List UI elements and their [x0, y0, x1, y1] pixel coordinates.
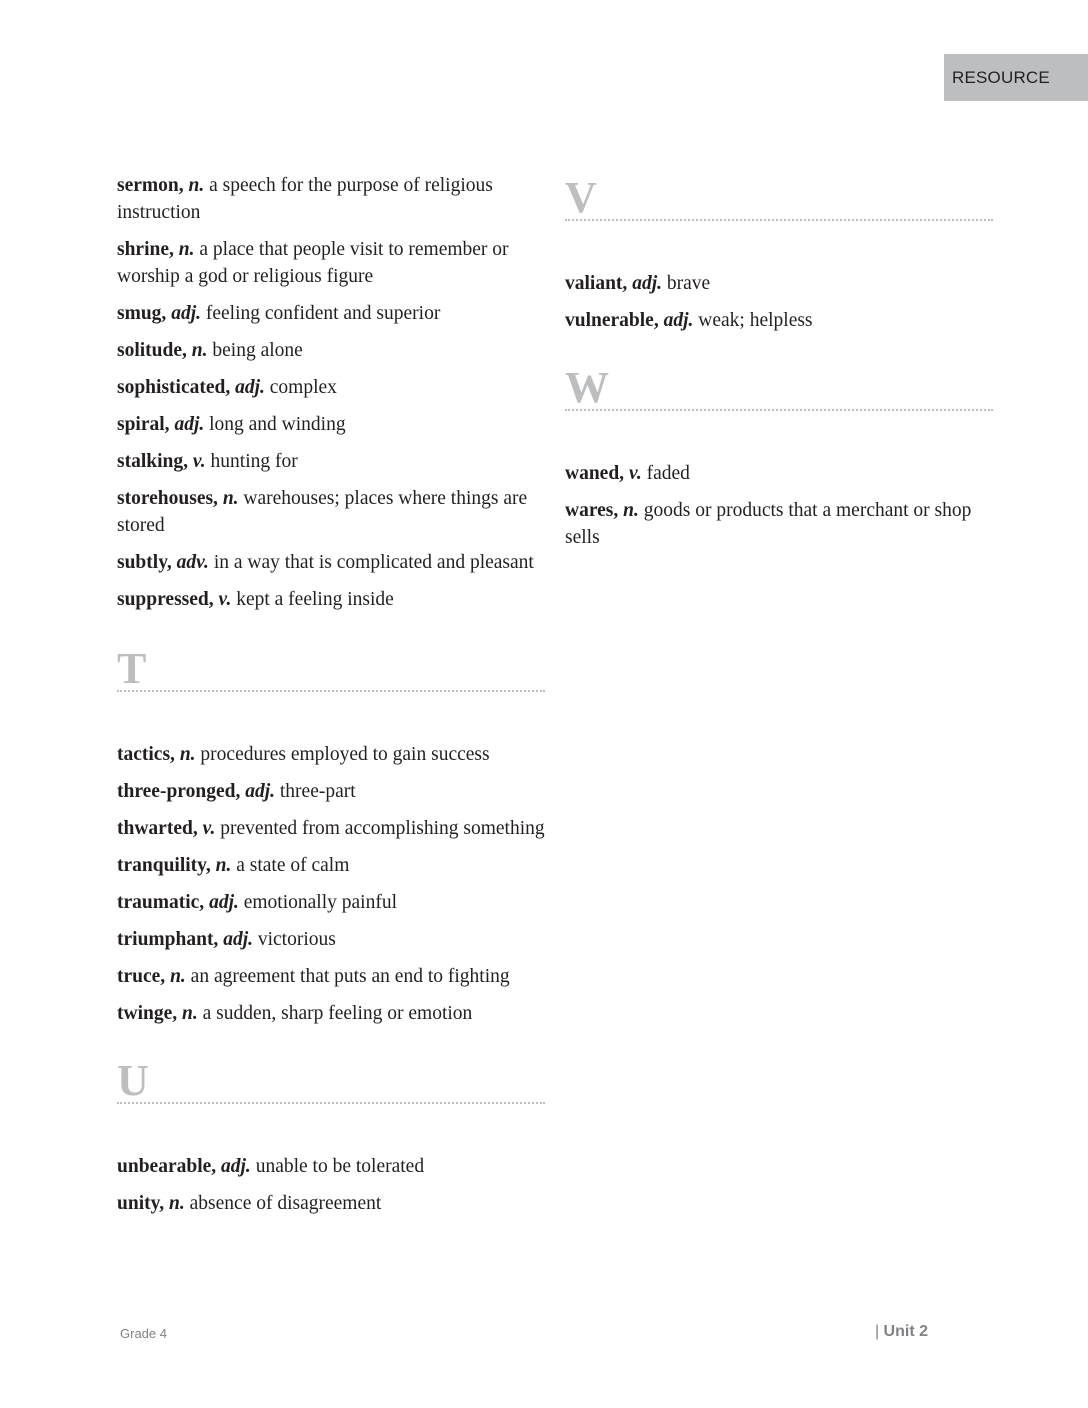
dotted-divider [565, 409, 993, 411]
glossary-entry [117, 926, 545, 953]
entry-word: solitude, [117, 340, 187, 361]
entry-definition: weak; helpless [698, 310, 813, 331]
entry-word: thwarted, [117, 818, 198, 839]
entry-part-of-speech: adj. [663, 310, 694, 331]
footer-separator: | [874, 1323, 880, 1340]
footer-unit-label: Unit 2 [883, 1323, 928, 1340]
glossary-entry [117, 374, 545, 401]
section-header-u [117, 1055, 545, 1143]
entry-word: wares, [565, 500, 619, 521]
entry-definition: emotionally painful [243, 892, 397, 913]
entry-definition: hunting for [210, 451, 298, 472]
entry-part-of-speech: n. [222, 488, 239, 509]
glossary-left-column [117, 172, 545, 1227]
entry-definition: three-part [279, 781, 356, 802]
glossary-entry [117, 778, 545, 805]
section-header-v [565, 172, 993, 260]
entry-word: twinge, [117, 1003, 178, 1024]
entry-part-of-speech: n. [188, 175, 205, 196]
entry-part-of-speech: adj. [171, 303, 201, 324]
entry-word: sermon, [117, 175, 184, 196]
glossary-entry [117, 485, 545, 539]
entry-word: spiral, [117, 414, 170, 435]
glossary-entry [565, 460, 993, 487]
entry-definition: absence of disagreement [189, 1193, 382, 1214]
entry-definition: being alone [212, 340, 303, 361]
glossary-entry [117, 963, 545, 990]
dotted-divider [117, 690, 545, 692]
glossary-entry [117, 1000, 545, 1027]
entry-part-of-speech: n. [179, 744, 196, 765]
entry-definition: a speech for the purpose of religious instruction [117, 175, 493, 223]
entry-word: stalking, [117, 451, 188, 472]
entry-definition: procedures employed to gain success [200, 744, 490, 765]
entry-word: truce, [117, 966, 166, 987]
entry-definition: an agreement that puts an end to fighting [190, 966, 510, 987]
entry-part-of-speech: n. [182, 1003, 198, 1024]
entry-word: storehouses, [117, 488, 218, 509]
entry-word: tranquility, [117, 855, 211, 876]
section-header-t [117, 643, 545, 731]
glossary-entry [117, 448, 545, 475]
entry-part-of-speech: adv. [176, 552, 209, 573]
glossary-entry [117, 337, 545, 364]
resource-tab: RESOURCE [944, 54, 1088, 101]
glossary-entry [565, 270, 993, 297]
entry-part-of-speech: n. [623, 500, 639, 521]
entry-definition: goods or products that a merchant or shop sells [565, 500, 972, 548]
t-entries [117, 741, 545, 1027]
section-letter: V [565, 173, 597, 222]
entry-word: waned, [565, 463, 625, 484]
glossary-entry [117, 1190, 545, 1217]
glossary-entry [117, 741, 545, 768]
entry-part-of-speech: n. [169, 1193, 185, 1214]
entry-part-of-speech: n. [170, 966, 186, 987]
entry-definition: faded [646, 463, 690, 484]
glossary-entry [117, 300, 545, 327]
entry-word: unity, [117, 1193, 165, 1214]
entry-part-of-speech: adj. [632, 273, 662, 294]
glossary-entry [117, 889, 545, 916]
entry-word: triumphant, [117, 929, 219, 950]
glossary-entry [117, 172, 545, 226]
entry-word: unbearable, [117, 1156, 217, 1177]
entry-word: sophisticated, [117, 377, 231, 398]
section-header-w [565, 362, 993, 450]
entry-word: tactics, [117, 744, 175, 765]
entry-word: subtly, [117, 552, 172, 573]
glossary-right-column [565, 172, 993, 561]
dotted-divider [117, 1102, 545, 1104]
entry-definition: a state of calm [236, 855, 350, 876]
glossary-entry [565, 497, 993, 551]
entry-part-of-speech: adj. [223, 929, 253, 950]
entry-definition: prevented from accomplishing something [220, 818, 545, 839]
glossary-entry [565, 307, 993, 334]
entry-word: suppressed, [117, 589, 214, 610]
entry-definition: victorious [257, 929, 336, 950]
glossary-entry [117, 1153, 545, 1180]
entry-word: traumatic, [117, 892, 205, 913]
entry-definition: a sudden, sharp feeling or emotion [202, 1003, 473, 1024]
entry-definition: complex [269, 377, 337, 398]
entry-part-of-speech: v. [218, 589, 232, 610]
entry-word: shrine, [117, 239, 174, 260]
footer-unit [875, 1323, 928, 1341]
footer-grade: Grade 4 [120, 1326, 167, 1341]
glossary-entry [117, 411, 545, 438]
glossary-entry [117, 815, 545, 842]
dotted-divider [565, 219, 993, 221]
entry-word: vulnerable, [565, 310, 659, 331]
entry-part-of-speech: adj. [174, 414, 205, 435]
glossary-entry [117, 586, 545, 613]
s-entries [117, 172, 545, 613]
entry-part-of-speech: n. [215, 855, 232, 876]
entry-definition: a place that people visit to remember or worship a god or religious figure [117, 239, 509, 287]
u-entries [117, 1153, 545, 1217]
entry-definition: unable to be tolerated [255, 1156, 425, 1177]
entry-part-of-speech: n. [178, 239, 195, 260]
entry-word: valiant, [565, 273, 628, 294]
glossary-entry [117, 852, 545, 879]
v-entries [565, 270, 993, 334]
glossary-entry [117, 236, 545, 290]
entry-part-of-speech: n. [191, 340, 208, 361]
section-letter: W [565, 363, 609, 412]
glossary-entry [117, 549, 545, 576]
entry-definition: brave [666, 273, 711, 294]
entry-word: smug, [117, 303, 167, 324]
entry-definition: kept a feeling inside [236, 589, 394, 610]
section-letter: U [117, 1056, 149, 1105]
entry-definition: in a way that is complicated and pleasant [213, 552, 534, 573]
w-entries [565, 460, 993, 551]
entry-part-of-speech: v. [192, 451, 206, 472]
entry-part-of-speech: v. [628, 463, 642, 484]
entry-part-of-speech: adj. [235, 377, 265, 398]
entry-part-of-speech: adj. [221, 1156, 251, 1177]
entry-definition: long and winding [209, 414, 346, 435]
section-letter: T [117, 644, 147, 693]
entry-part-of-speech: adj. [245, 781, 275, 802]
entry-part-of-speech: v. [202, 818, 216, 839]
entry-word: three-pronged, [117, 781, 241, 802]
entry-part-of-speech: adj. [209, 892, 239, 913]
entry-definition: feeling confident and superior [205, 303, 441, 324]
entry-definition: warehouses; places where things are stored [117, 488, 528, 536]
